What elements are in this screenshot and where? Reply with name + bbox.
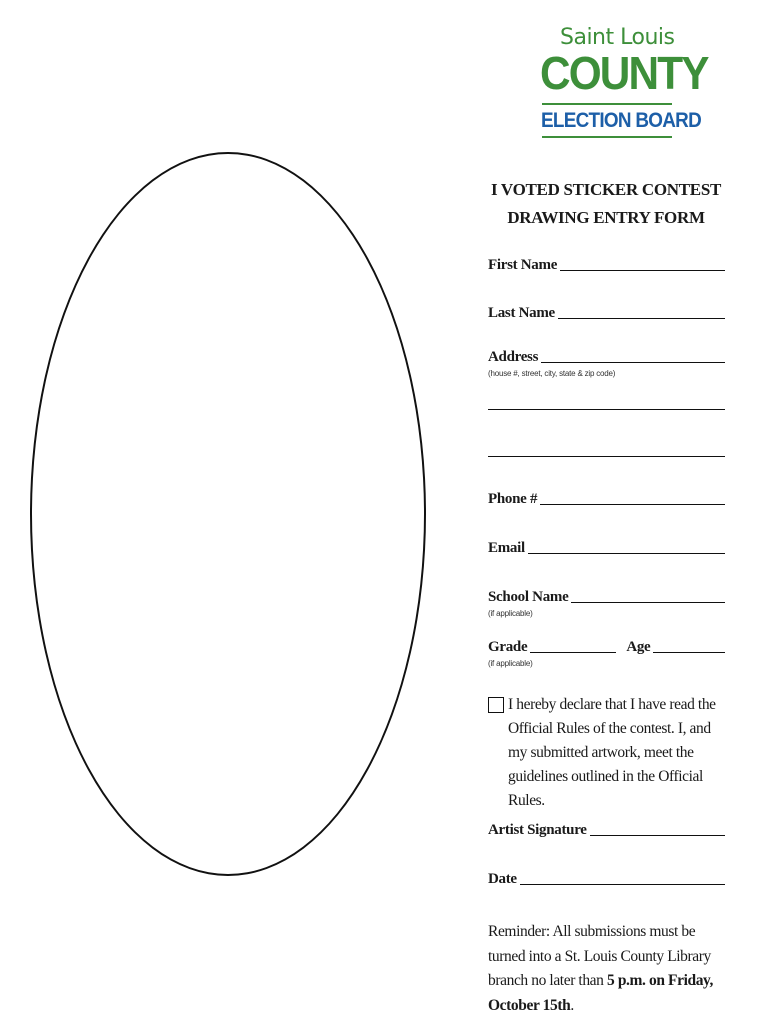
phone-field[interactable] (488, 484, 725, 508)
address-label: Address (488, 349, 539, 365)
grade-label: Grade (488, 639, 528, 655)
submission-reminder (488, 920, 732, 1018)
logo-divider (542, 103, 672, 105)
school-name-field[interactable] (488, 582, 725, 606)
email-line[interactable] (528, 539, 725, 554)
last-name-field[interactable] (488, 298, 725, 322)
address-line-3[interactable] (488, 456, 725, 457)
declaration-text: I hereby declare that I have read the Official Rules of the contest. I, and my submitted artwork, meet the guidelines outlined in the Official Rules. (508, 696, 716, 809)
reminder-deadline: 5 p.m. on Friday, October 15th (488, 972, 714, 1014)
school-name-line[interactable] (571, 588, 725, 603)
artist-signature-field[interactable] (488, 815, 725, 839)
email-field[interactable] (488, 533, 725, 557)
grade-hint: (if applicable) (488, 659, 533, 668)
reminder-end: . (570, 996, 574, 1014)
school-hint: (if applicable) (488, 609, 533, 618)
logo-saint-louis-text: Saint Louis (560, 25, 675, 50)
artist-signature-label: Artist Signature (488, 822, 587, 838)
school-name-label: School Name (488, 589, 569, 605)
logo-county-text: COUNTY (540, 47, 708, 99)
form-title (470, 176, 742, 232)
age-label: Age (626, 639, 651, 655)
drawing-area-oval[interactable] (30, 152, 426, 876)
phone-line[interactable] (540, 490, 725, 505)
grade-line[interactable] (530, 638, 616, 653)
declaration-checkbox[interactable] (488, 697, 504, 713)
email-label: Email (488, 540, 525, 556)
age-line[interactable] (653, 638, 725, 653)
last-name-line[interactable] (558, 304, 725, 319)
form-title-line2: DRAWING ENTRY FORM (507, 208, 705, 227)
logo-election-board-text: ELECTION BOARD (541, 109, 702, 132)
last-name-label: Last Name (488, 305, 555, 321)
grade-age-row (488, 632, 725, 656)
st-louis-county-election-board-logo (538, 24, 708, 142)
first-name-label: First Name (488, 257, 558, 273)
date-label: Date (488, 871, 517, 887)
first-name-line[interactable] (560, 256, 725, 271)
address-hint: (house #, street, city, state & zip code) (488, 369, 616, 378)
address-line[interactable] (541, 348, 725, 363)
address-line-2[interactable] (488, 409, 725, 410)
reminder-text: Reminder: All submissions must be turned into a St. Louis County Library branch no later than (488, 923, 711, 989)
date-line[interactable] (520, 870, 725, 885)
form-title-line1: I VOTED STICKER CONTEST (490, 180, 722, 199)
address-field[interactable] (488, 342, 725, 366)
artist-signature-line[interactable] (590, 821, 725, 836)
date-field[interactable] (488, 864, 725, 888)
logo-divider-bottom (542, 136, 672, 138)
phone-label: Phone # (488, 491, 538, 507)
first-name-field[interactable] (488, 250, 725, 274)
